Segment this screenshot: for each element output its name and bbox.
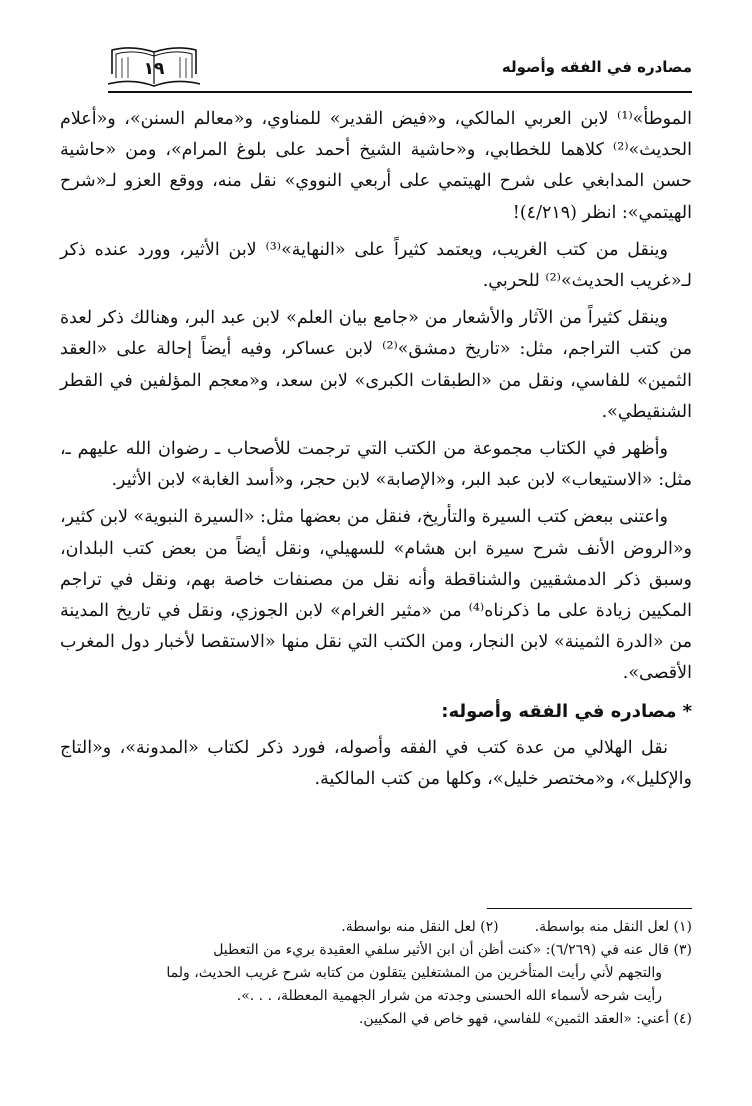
paragraph: الموطأ»⁽¹⁾ لابن العربي المالكي، و«فيض القدير» للمناوي، و«معالم السنن»، و«أعلام الحديث»⁽²⁾ كلاهما للخطابي، و«حاشية الشيخ أحمد على بلوغ المرام»، ومن «حاشية حسن المدابغي على شرح الهيتمي على أربعي النووي» نقل منه، ووقع العزو لـ«شرح الهيتمي»: انظر (٤/٢١٩)!	[60, 109, 692, 223]
footnotes	[60, 916, 692, 1031]
page-header	[108, 44, 692, 92]
paragraph: واعتنى ببعض كتب السيرة والتأريخ، فنقل من بعضها مثل: «السيرة النبوية» لابن كثير، و«الروض الأنف شرح سيرة ابن هشام» للسهيلي، ونقل أيضاً من بعض كتب البلدان، وسبق ذكر الدمشقيين والشناقطة وأنه نقل من مصنفات خاصة بهم، ونقل في تراجم المكيين زيادة على ما ذكرناه⁽⁴⁾ من «مثير الغرام» لابن الجوزي، ونقل في تاريخ المدينة من «الدرة الثمينة» لابن النجار، ومن الكتب التي نقل منها «الاستقصا لأخبار دول المغرب الأقصى».	[60, 507, 692, 684]
footnote-4: (٤) أعني: «العقد الثمين» للفاسي، فهو خاص في المكيين.	[358, 1011, 692, 1027]
footnote-3: (٣) قال عنه في (٦/٢٦٩): «كنت أظن أن ابن الأثير سلفي العقيدة بريء من التعطيل	[213, 942, 692, 958]
page-number: ١٩	[143, 59, 165, 79]
running-title: مصادره في الفقه وأصوله	[501, 58, 692, 76]
footnote-row	[60, 916, 692, 939]
paragraph: وينقل كثيراً من الآثار والأشعار من «جامع بيان العلم» لابن عبد البر، وهنالك ذكر لعدة من كتب التراجم، مثل: «تاريخ دمشق»⁽²⁾ لابن عساكر، وفيه أيضاً إحالة على «العقد الثمين» للفاسي، ونقل من «الطبقات الكبرى» لابن سعد، و«معجم المؤلفين في القطر الشنقيطي».	[60, 308, 692, 422]
header-rule	[108, 91, 692, 93]
footnote-rule	[487, 908, 692, 909]
section-heading-text: مصادره في الفقه وأصوله:	[441, 700, 677, 722]
footnote-3-cont: رأيت شرحه لأسماء الله الحسنى وجدته من شرار الجهمية المعطلة، . . .».	[236, 988, 662, 1004]
footnote-2: (٢) لعل النقل منه بواسطة.	[341, 919, 499, 935]
paragraph: نقل الهلالي من عدة كتب في الفقه وأصوله، فورد ذكر لكتاب «المدونة»، و«التاج والإكليل»، و«مختصر خليل»، وكلها من كتب المالكية.	[60, 737, 692, 790]
section-heading	[60, 696, 692, 727]
footnote-1: (١) لعل النقل منه بواسطة.	[534, 919, 692, 935]
paragraph: وأظهر في الكتاب مجموعة من الكتب التي ترجمت للأصحاب ـ رضوان الله عليهم ـ، مثل: «الاستيعاب» لابن عبد البر، و«الإصابة» لابن حجر، و«أسد الغابة» لابن الأثير.	[60, 439, 692, 491]
star-icon: *	[682, 700, 692, 722]
paragraph: وينقل من كتب الغريب، ويعتمد كثيراً على «النهاية»⁽³⁾ لابن الأثير، وورد عنده ذكر لـ«غريب الحديث»⁽²⁾ للحربي.	[60, 239, 692, 292]
main-text	[60, 104, 692, 801]
footnote-3-cont: والتجهم لأني رأيت المتأخرين من المشتغلين يتقلون من كتابه شرح غريب الحديث، ولما	[166, 965, 662, 981]
